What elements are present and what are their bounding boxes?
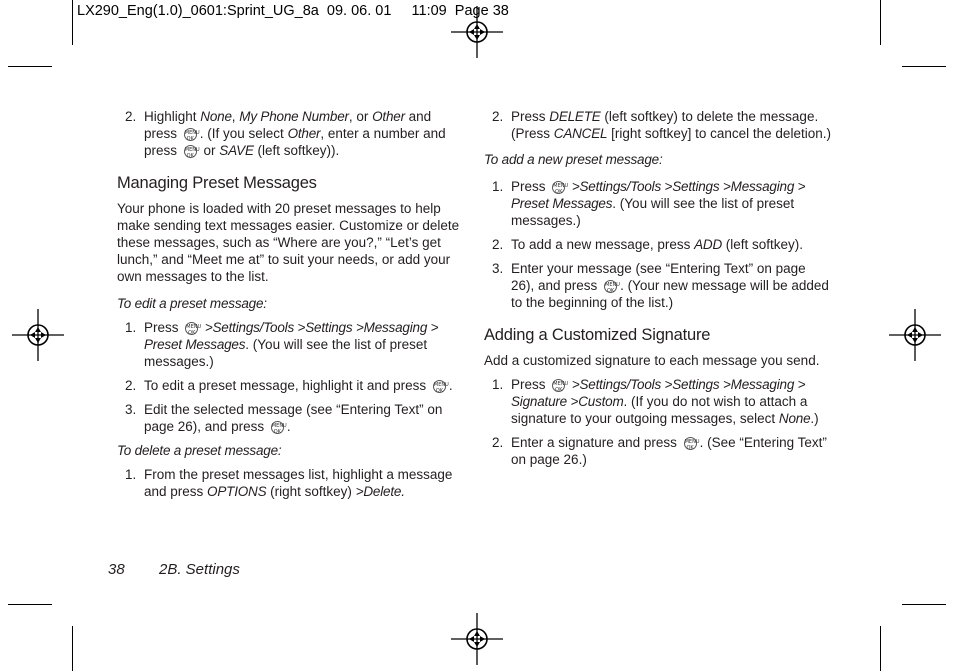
list-item: 2. To edit a preset message, highlight it and press MENU OK . (125, 378, 453, 394)
list-item: 1. Press MENU OK >Settings/Tools >Settings >Messaging > Preset Messages. (You will see the list of preset messages.) (125, 320, 439, 369)
intro-paragraph: Your phone is loaded with 20 preset messages to help make sending text messages easier. Customize or delete these messages, such as “Where are you?,” “Let’s get lunch,” and “Meet me at” to suit your needs, or add your own messages to the list. (117, 201, 460, 284)
registration-mark-icon (12, 309, 64, 361)
menu-ok-key-icon: MENU OK (184, 130, 200, 142)
crop-mark (8, 604, 52, 605)
section-name: 2B. Settings (159, 561, 240, 578)
print-slug: LX290_Eng(1.0)_0601:Sprint_UG_8a 09. 06. 01 11:09 Page 38 (77, 3, 509, 19)
page-number: 38 (108, 561, 125, 578)
left-column (117, 108, 460, 507)
crop-mark (880, 626, 881, 671)
subheading: To delete a preset message: (117, 443, 282, 458)
menu-ok-key-icon: MENU OK (553, 183, 569, 195)
crop-mark (880, 0, 881, 45)
list-item: 2. To add a new message, press ADD (left softkey). (492, 237, 804, 252)
menu-ok-key-icon: MENU OK (184, 147, 200, 159)
list-item: 1. Press MENU OK >Settings/Tools >Settings >Messaging > Signature >Custom. (If you do not wish to attach a signature to your outgoing messages, select None.) (492, 377, 819, 426)
list-item: 3. Edit the selected message (see “Entering Text” on page 26), and press MENU OK . (125, 402, 443, 435)
intro-paragraph: Add a customized signature to each message you send. (484, 353, 820, 368)
crop-mark (72, 626, 73, 671)
menu-ok-key-icon: MENU OK (186, 324, 202, 336)
menu-ok-key-icon: MENU OK (433, 382, 449, 394)
list-item: 2. Highlight None, My Phone Number, or Other and press MENU OK . (If you select Other, enter a number and press MENU OK or SAVE (left softkey)). (125, 109, 446, 159)
list-item: 1. Press MENU OK >Settings/Tools >Settings >Messaging > Preset Messages. (You will see the list of preset messages.) (492, 179, 806, 228)
section-heading: Managing Preset Messages (117, 174, 317, 192)
menu-ok-key-icon: MENU OK (684, 439, 700, 451)
right-column (484, 108, 832, 475)
list-item: 2. Press DELETE (left softkey) to delete the message. (Press CANCEL [right softkey] to cancel the deletion.) (492, 109, 831, 141)
registration-mark-icon (889, 309, 941, 361)
crop-mark (72, 0, 73, 45)
list-item: 3. Enter your message (see “Entering Text” on page 26), and press MENU OK . (Your new message will be added to the beginning of the list.) (492, 261, 829, 310)
menu-ok-key-icon: MENU OK (605, 282, 620, 294)
menu-ok-key-icon: MENU OK (271, 423, 287, 435)
section-heading: Adding a Customized Signature (484, 326, 711, 344)
registration-mark-icon (451, 613, 503, 665)
registration-mark-icon (451, 6, 503, 58)
list-item: 1. From the preset messages list, highlight a message and press OPTIONS (right softkey) >Delete. (125, 467, 453, 499)
crop-mark (902, 66, 946, 67)
menu-ok-key-icon: MENU OK (553, 381, 569, 393)
subheading: To edit a preset message: (117, 296, 267, 311)
crop-mark (8, 66, 52, 67)
list-item: 2. Enter a signature and press MENU OK . (See “Entering Text” on page 26.) (492, 435, 827, 467)
subheading: To add a new preset message: (484, 152, 663, 167)
crop-mark (902, 604, 946, 605)
